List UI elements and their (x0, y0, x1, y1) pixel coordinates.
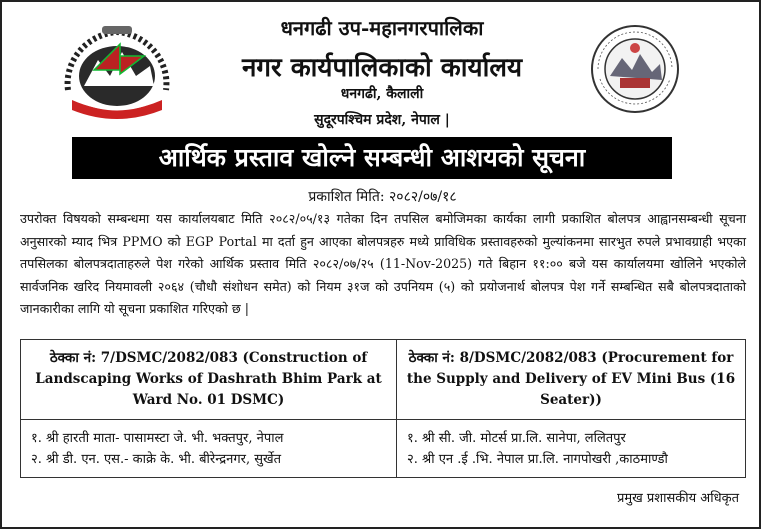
list-item: २. श्री डी. एन. एस.- काक्रे के. भी. बीरेन्द्रनगर, सुर्खेत (31, 451, 282, 467)
list-item: २. श्री एन .ई .भि. नेपाल प्रा.लि. नागपोखरी ,काठमाण्डौ (407, 451, 668, 467)
signatory-title: प्रमुख प्रशासकीय अधिकृत (616, 491, 739, 506)
notice-body: उपरोक्त विषयको सम्बन्धमा यस कार्यालयबाट मिति २०८२/०५/१३ गतेका दिन तपसिल बमोजिमका कार्यका लागी प्रकाशित बोलपत्र आह्वानसम्बन्धी सूचना अनुसारको म्याद भित्र PPMO को EGP Portal मा दर्ता हुन आएका बोलपत्रहरु मध्ये प्राविधिक प्रस्तावहरुको मुल्यांकनमा सारभुत रुपले प्रभावग्राही भएका तपसिलका बोलपत्रदाताहरुले पेश गरेको आर्थिक प्रस्ताव मिति २०८२/०७/२५ (11-Nov-2025) गते बिहान ११:०० बजे यस कार्यालयमा खोलिने भएकोले सार्वजनिक खरिद नियमावली २०६४ (चौधौ संशोधन समेत) को नियम ३१ज को उपनियम (५) को प्रयोजनार्थ बोलपत्र पेश गर्ने सम्बन्धित सबै बोलपत्रदाताको जानकारीका लागि यो सूचना प्रकाशित गरिएको छ | (20, 211, 746, 316)
office-name: नगर कार्यपालिकाको कार्यालय (241, 53, 523, 83)
nepal-emblem-icon (58, 20, 176, 126)
letterhead (2, 2, 759, 130)
municipality-name: धनगढी उप-महानगरपालिका (280, 16, 484, 40)
list-item: १. श्री सी. जी. मोटर्स प्रा.लि. सानेपा, ललितपुर (407, 430, 626, 446)
list-item: १. श्री हारती माता- पासामस्टा जे. भी. भक्तपुर, नेपाल (31, 430, 284, 446)
bidder-list (21, 420, 397, 478)
contract-heading: ठेक्का नं: 7/DSMC/2082/083 (Construction of Landscaping Works of Dashrath Bhim Park at Ward No. 01 DSMC) (21, 340, 397, 420)
office-location: धनगढी, कैलाली (340, 86, 424, 102)
contract-heading: ठेक्का नं: 8/DSMC/2082/083 (Procurement for the Supply and Delivery of EV Mini Bus (16 Seater)) (397, 340, 746, 420)
province-name: सुदूरपश्चिम प्रदेश, नेपाल | (314, 112, 450, 128)
municipal-seal-icon (590, 24, 680, 114)
table-row (21, 340, 746, 420)
notice-title: आर्थिक प्रस्ताव खोल्ने सम्बन्धी आशयको सूचना (72, 137, 672, 179)
bidder-list (397, 420, 746, 478)
table-row (21, 420, 746, 478)
published-date: प्रकाशित मिति: २०८२/०७/१८ (308, 189, 457, 205)
contracts-table (20, 339, 746, 478)
